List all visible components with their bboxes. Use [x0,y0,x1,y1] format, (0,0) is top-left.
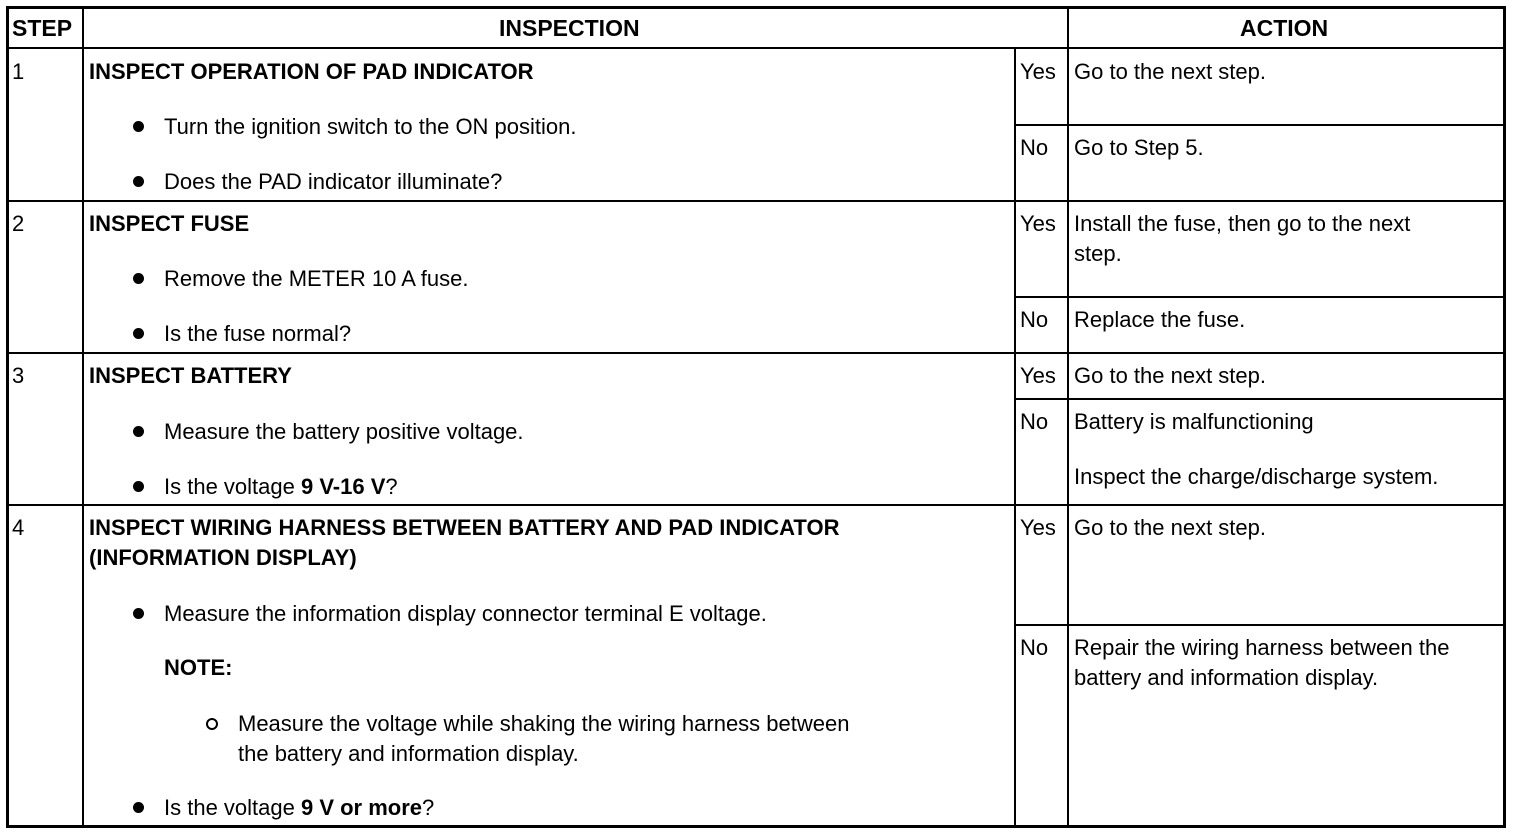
yes-label: Yes [1020,211,1056,236]
inspection-title: INSPECT WIRING HARNESS BETWEEN BATTERY AND PAD INDICATOR [89,515,840,540]
yes-no-divider [1014,398,1505,400]
inspection-title: INSPECT BATTERY [89,363,292,388]
step-number: 1 [12,59,25,84]
inspection-step: Measure the information display connector terminal E voltage. [164,601,767,626]
yes-action: step. [1074,241,1122,266]
yes-no-divider [1014,296,1505,298]
question-mark: ? [422,795,435,820]
inspection-question: Does the PAD indicator illuminate? [164,169,503,194]
bullet-icon [133,176,144,187]
inspection-question: Is the fuse normal? [164,321,352,346]
header-step: STEP [12,15,73,41]
no-action: battery and information display. [1074,665,1379,690]
result-column-divider [1014,48,1016,826]
question-value: 9 V or more [300,795,423,820]
no-action: Inspect the charge/discharge system. [1074,464,1439,489]
yes-label: Yes [1020,59,1056,84]
header-inspection: INSPECTION [499,15,640,41]
no-label: No [1020,135,1049,160]
no-action: Replace the fuse. [1074,307,1246,332]
header-divider [8,47,1505,49]
inspection-step: Turn the ignition switch to the ON position. [164,114,577,139]
yes-label: Yes [1020,363,1056,388]
note-label: NOTE: [164,655,233,680]
step-number: 2 [12,211,25,236]
step-number: 4 [12,515,25,540]
inspection-question [164,472,398,502]
question-text: Is the voltage [164,795,301,820]
inspection-step: Measure the battery positive voltage. [164,419,524,444]
header-action: ACTION [1240,15,1329,41]
inspection-title: INSPECT OPERATION OF PAD INDICATOR [89,59,534,84]
bullet-icon [133,273,144,284]
no-label: No [1020,635,1049,660]
yes-no-divider [1014,624,1505,626]
sub-bullet-icon [206,718,218,730]
bullet-icon [133,802,144,813]
bullet-icon [133,328,144,339]
yes-no-divider [1014,124,1505,126]
no-action: Repair the wiring harness between the [1074,635,1450,660]
bullet-icon [133,426,144,437]
no-action: Go to Step 5. [1074,135,1204,160]
yes-action: Go to the next step. [1074,515,1267,540]
row-divider [8,504,1505,506]
yes-action: Go to the next step. [1074,363,1267,388]
question-value: 9 V-16 V [300,474,386,499]
note-text: the battery and information display. [238,741,579,766]
row-divider [8,200,1505,202]
no-label: No [1020,307,1049,332]
question-mark: ? [385,474,398,499]
inspection-title: (INFORMATION DISPLAY) [89,545,357,570]
inspection-title: INSPECT FUSE [89,211,250,236]
no-label: No [1020,409,1049,434]
inspection-question [164,793,434,823]
step-column-divider [82,8,84,826]
step-number: 3 [12,363,25,388]
bullet-icon [133,608,144,619]
note-text: Measure the voltage while shaking the wiring harness between [238,711,850,736]
bullet-icon [133,121,144,132]
yes-action: Install the fuse, then go to the next [1074,211,1411,236]
yes-action: Go to the next step. [1074,59,1267,84]
bullet-icon [133,481,144,492]
yes-label: Yes [1020,515,1056,540]
question-text: Is the voltage [164,474,301,499]
no-action: Battery is malfunctioning [1074,409,1314,434]
row-divider [8,352,1505,354]
inspection-step: Remove the METER 10 A fuse. [164,266,469,291]
action-column-divider [1067,8,1069,826]
